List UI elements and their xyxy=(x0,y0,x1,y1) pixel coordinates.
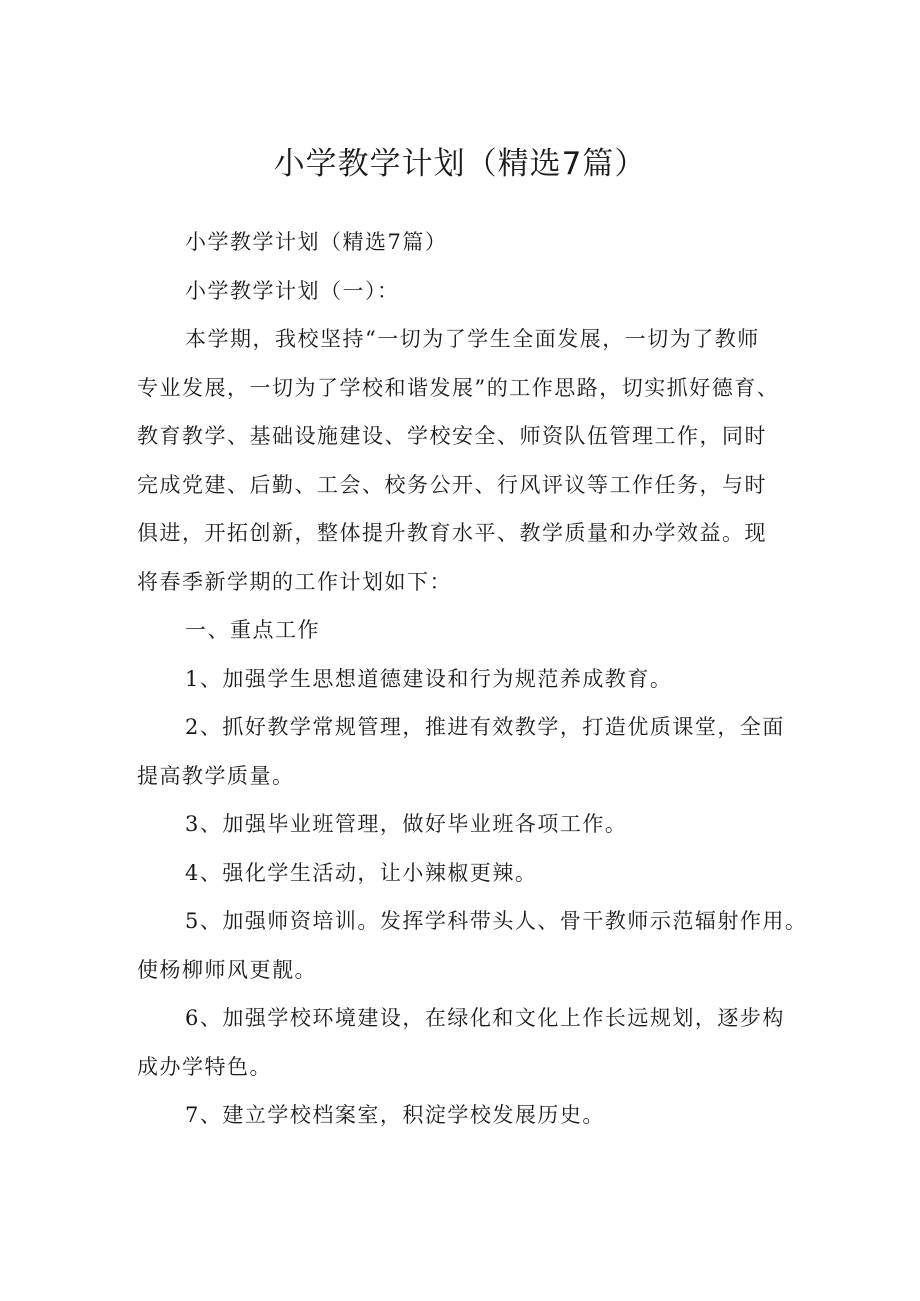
document-title: 小学教学计划（精选7篇） xyxy=(273,146,647,182)
body-line: 完成党建、后勤、工会、校务公开、行风评议等工作任务，与时 xyxy=(137,472,767,497)
body-line: 将春季新学期的工作计划如下： xyxy=(137,569,452,594)
list-item: 6、加强学校环境建设，在绿化和文化上作长远规划，逐步构 xyxy=(185,1006,785,1030)
list-item: 2、抓好教学常规管理，推进有效教学，打造优质课堂，全面 xyxy=(185,715,785,739)
body-line: 专业发展，一切为了学校和谐发展”的工作思路，切实抓好德育、 xyxy=(137,375,780,400)
list-item: 3、加强毕业班管理，做好毕业班各项工作。 xyxy=(185,812,628,836)
body-line: 教育教学、基础设施建设、学校安全、师资队伍管理工作，同时 xyxy=(137,424,767,448)
list-item-continuation: 成办学特色。 xyxy=(137,1054,272,1079)
list-item: 5、加强师资培训。发挥学科带头人、骨干教师示范辐射作用。 xyxy=(185,909,808,933)
list-item-continuation: 提高教学质量。 xyxy=(137,763,295,788)
list-item: 7、建立学校档案室，积淀学校发展历史。 xyxy=(185,1103,605,1127)
list-item: 1、加强学生思想道德建设和行为规范养成教育。 xyxy=(185,666,673,691)
list-item-continuation: 使杨柳师风更靓。 xyxy=(137,957,317,982)
list-item: 4、强化学生活动，让小辣椒更辣。 xyxy=(185,860,538,885)
section-heading: 一、重点工作 xyxy=(185,618,320,642)
body-line: 本学期，我校坚持“一切为了学生全面发展，一切为了教师 xyxy=(185,327,760,351)
document-body xyxy=(137,218,808,1140)
body-line: 俱进，开拓创新，整体提升教育水平、教学质量和办学效益。现 xyxy=(137,521,767,545)
body-line: 小学教学计划（精选7篇） xyxy=(185,230,448,254)
body-line: 小学教学计划（一）： xyxy=(185,278,400,303)
